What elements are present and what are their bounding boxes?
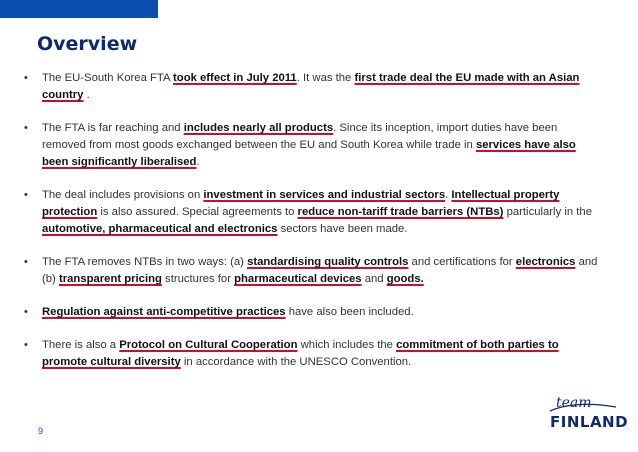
bullet-highlight: includes nearly all products — [183, 122, 334, 134]
bullet-text: which includes the — [297, 339, 397, 351]
bullet-highlight: took effect in July 2011 — [173, 72, 297, 84]
page-number: 9 — [38, 426, 44, 436]
bullet-text: and (b) — [42, 256, 598, 285]
bullet-text: in accordance with the UNESCO Convention. — [180, 356, 412, 368]
bullet-highlight: reduce non-tariff trade barriers (NTBs) — [297, 206, 504, 218]
bullet-text: . It was the — [296, 72, 355, 84]
bullet-text: structures for — [161, 273, 235, 285]
bullet-text: . — [196, 156, 200, 168]
logo-finland-text: FINLAND — [550, 413, 629, 431]
bullet-text: particularly in the — [503, 206, 592, 218]
top-accent-bar — [0, 0, 158, 18]
bullet-highlight: standardising quality controls — [247, 256, 409, 268]
bullet-text: . — [83, 89, 90, 101]
bullet-highlight: electronics — [515, 256, 576, 268]
bullet-list — [24, 70, 604, 387]
bullet-dot-icon: • — [24, 339, 28, 351]
bullet-highlight: Regulation against anti-competitive practices — [42, 306, 286, 318]
bullet-text: have also been included. — [285, 306, 414, 318]
bullet-item — [24, 304, 604, 321]
bullet-highlight: transparent pricing — [58, 273, 162, 285]
bullet-highlight: commitment of both parties to promote cultural diversity — [42, 339, 559, 368]
bullet-text: and certifications for — [408, 256, 516, 268]
bullet-dot-icon: • — [24, 189, 28, 201]
bullet-text: The deal includes provisions on — [42, 189, 204, 201]
bullet-item — [24, 70, 604, 104]
bullet-item — [24, 187, 604, 238]
bullet-highlight: goods. — [386, 273, 424, 285]
bullet-item — [24, 254, 604, 288]
bullet-text: is also assured. Special agreements to — [97, 206, 298, 218]
bullet-text: The EU-South Korea FTA — [42, 72, 174, 84]
bullet-highlight: investment in services and industrial sectors — [203, 189, 446, 201]
logo-team-text: team — [556, 395, 592, 411]
bullet-text: and — [361, 273, 387, 285]
bullet-item — [24, 120, 604, 171]
bullet-highlight: services have also been significantly liberalised — [42, 139, 576, 168]
bullet-text: There is also a — [42, 339, 120, 351]
bullet-text: The FTA removes NTBs in two ways: (a) — [42, 256, 248, 268]
logo-swoosh-icon — [548, 401, 618, 413]
team-finland-logo — [548, 395, 629, 435]
bullet-highlight: automotive, pharmaceutical and electronics — [42, 223, 278, 235]
slide-title: Overview — [37, 33, 138, 55]
bullet-dot-icon: • — [24, 306, 28, 318]
bullet-highlight: Protocol on Cultural Cooperation — [119, 339, 298, 351]
bullet-text: . Since its inception, import duties have been removed from most goods exchanged between the EU and South Korea while trade in — [42, 122, 558, 151]
bullet-highlight: first trade deal the EU made with an Asian country — [42, 72, 580, 101]
bullet-dot-icon: • — [24, 72, 28, 84]
bullet-highlight: pharmaceutical devices — [234, 273, 362, 285]
bullet-item — [24, 337, 604, 371]
bullet-text: sectors have been made. — [277, 223, 408, 235]
bullet-text: . — [445, 189, 452, 201]
bullet-dot-icon: • — [24, 256, 28, 268]
bullet-dot-icon: • — [24, 122, 28, 134]
bullet-text: The FTA is far reaching and — [42, 122, 184, 134]
bullet-highlight: Intellectual property protection — [42, 189, 560, 218]
